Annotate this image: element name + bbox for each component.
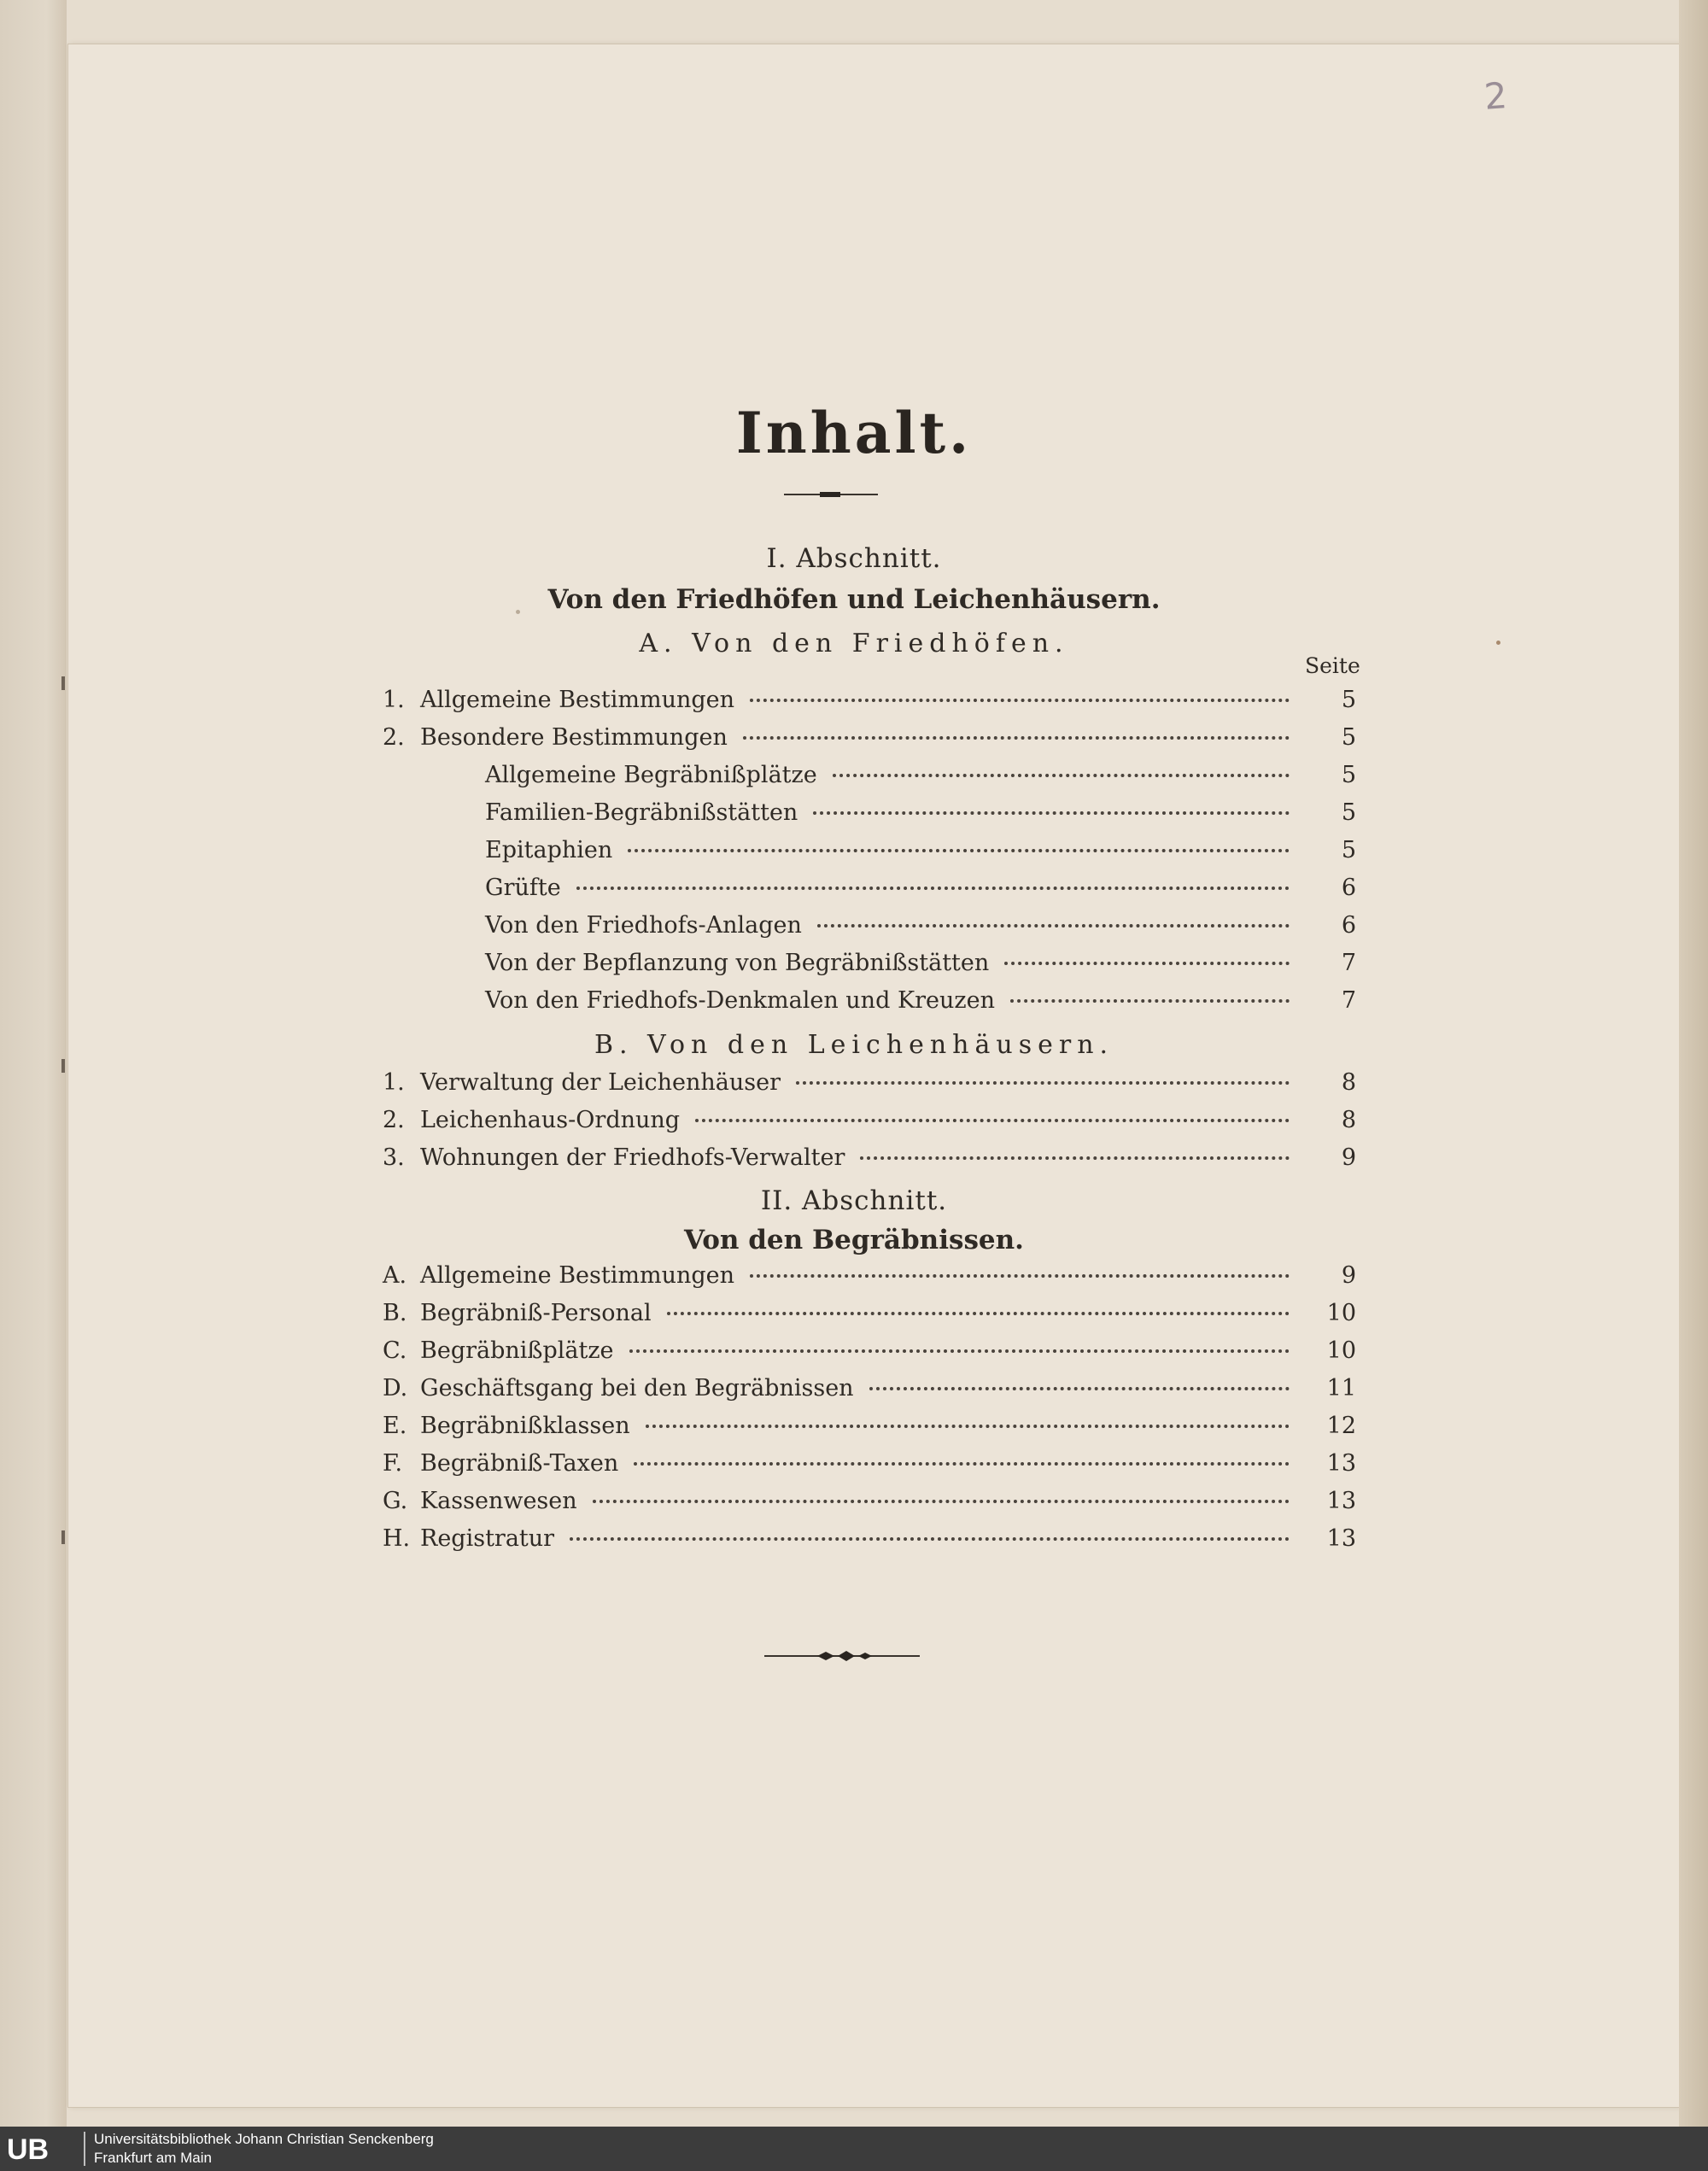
library-logo: UB [7,2133,50,2166]
toc-entry: B. Begräbniß-Personal 10 [383,1300,1356,1326]
library-name [94,2130,434,2168]
part-b-heading: B. Von den Leichenhäusern. [594,1030,1114,1060]
section-1-heading: Von den Friedhöfen und Leichenhäusern. [547,584,1161,615]
library-footer [0,2127,1708,2171]
margin-tick [61,1059,65,1073]
toc-entry: 2. Leichenhaus-Ordnung 8 [383,1107,1356,1133]
toc-entry: Familien-Begräbnißstätten 5 [485,799,1356,826]
toc-entry: E. Begräbnißklassen 12 [383,1413,1356,1439]
toc-entry: 1. Allgemeine Bestimmungen 5 [383,687,1356,713]
toc-entry: H. Registratur 13 [383,1525,1356,1552]
section-2-heading: Von den Begräbnissen. [684,1225,1024,1255]
toc-entry: 1. Verwaltung der Leichenhäuser 8 [383,1069,1356,1096]
library-name-line2: Frankfurt am Main [94,2150,212,2166]
page-right-border [1679,0,1708,2127]
library-name-line1: Universitätsbibliothek Johann Christian Senckenberg [94,2131,434,2147]
page-column-label: Seite [1305,653,1360,678]
toc-entry: Von den Friedhofs-Denkmalen und Kreuzen 7 [485,987,1356,1014]
page-title: Inhalt. [735,400,973,466]
closing-ornament [764,1650,920,1662]
toc-entry: 2. Besondere Bestimmungen 5 [383,724,1356,751]
toc-entry: Von den Friedhofs-Anlagen 6 [485,912,1356,939]
book-gutter [0,0,67,2127]
title-rule-ornament [820,492,840,497]
toc-entry: A. Allgemeine Bestimmungen 9 [383,1262,1356,1289]
toc-entry: 3. Wohnungen der Friedhofs-Verwalter 9 [383,1144,1356,1171]
margin-tick [61,1530,65,1544]
footer-divider [84,2132,85,2166]
part-a-heading: A. Von den Friedhöfen. [639,629,1069,658]
toc-entry: F. Begräbniß-Taxen 13 [383,1450,1356,1477]
toc-entry: Grüfte 6 [485,875,1356,901]
section-1-label: I. Abschnitt. [766,543,942,574]
margin-tick [61,676,65,690]
toc-entry: D. Geschäftsgang bei den Begräbnissen 11 [383,1375,1356,1401]
toc-entry: Von der Bepflanzung von Begräbnißstätten 7 [485,950,1356,976]
toc-entry: G. Kassenwesen 13 [383,1488,1356,1514]
toc-entry: C. Begräbnißplätze 10 [383,1337,1356,1364]
handwritten-page-number: 2 [1483,74,1509,118]
section-2-label: II. Abschnitt. [760,1185,948,1216]
toc-entry: Allgemeine Begräbnißplätze 5 [485,762,1356,788]
toc-entry: Epitaphien 5 [485,837,1356,863]
